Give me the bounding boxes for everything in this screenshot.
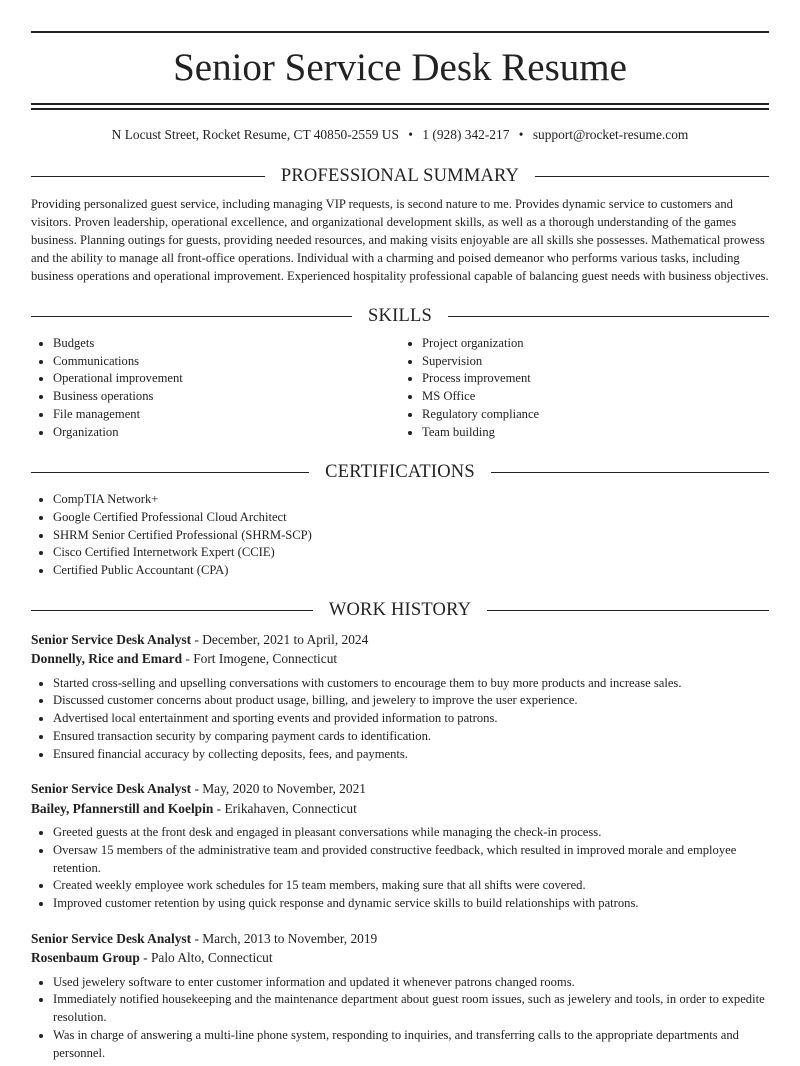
job-company: Rosenbaum Group	[31, 950, 140, 966]
list-item: • Certified Public Accountant (CPA)	[53, 562, 769, 580]
job-title: Senior Service Desk Analyst	[31, 631, 192, 647]
job-entry	[31, 779, 769, 913]
title-divider	[31, 103, 769, 110]
list-item: • Advertised local entertainment and sporting events and provided information to patrons.	[53, 710, 769, 728]
job-location: - Palo Alto, Connecticut	[143, 950, 273, 966]
resume-title: Senior Service Desk Resume	[173, 46, 627, 89]
contact-separator: •	[408, 127, 413, 142]
heading-rule	[448, 316, 769, 317]
list-item: • Process improvement	[422, 370, 769, 388]
list-item: • Ensured financial accuracy by collecting deposits, fees, and payments.	[53, 746, 769, 764]
resume-page	[0, 31, 800, 1062]
list-item: • Team building	[422, 424, 769, 442]
contact-address: N Locust Street, Rocket Resume, CT 40850-2559 US	[111, 127, 399, 142]
summary-heading-label: PROFESSIONAL SUMMARY	[280, 165, 520, 186]
list-item: • Greeted guests at the front desk and engaged in pleasant conversations while managing the check-in process.	[53, 824, 769, 842]
job-title: Senior Service Desk Analyst	[31, 930, 192, 946]
heading-rule	[31, 176, 265, 177]
list-item: • Was in charge of answering a multi-line phone system, responding to inquiries, and transferring calls to the appropriate departments and personnel.	[53, 1027, 769, 1062]
job-bullets	[31, 824, 769, 913]
job-company-line	[31, 799, 769, 819]
skills-heading-label: SKILLS	[368, 305, 432, 326]
list-item: • Created weekly employee work schedules for 15 team members, making sure that all shifts were covered.	[53, 877, 769, 895]
job-bullets	[31, 974, 769, 1063]
list-item: • Discussed customer concerns about product usage, billing, and jewelery to improve the user experience.	[53, 692, 769, 710]
job-location: - Erikahaven, Connecticut	[216, 800, 357, 816]
list-item: • Started cross-selling and upselling conversations with customers to encourage them to buy more products and increase sales.	[53, 675, 769, 693]
job-title: Senior Service Desk Analyst	[31, 781, 192, 797]
job-company-line	[31, 948, 769, 968]
job-company: Bailey, Pfannerstill and Koelpin	[31, 800, 214, 816]
list-item: • Improved customer retention by using quick response and dynamic service skills to build relationships with patrons.	[53, 895, 769, 913]
job-bullets	[31, 675, 769, 764]
list-item: • File management	[53, 406, 400, 424]
summary-heading	[31, 163, 769, 189]
contact-email[interactable]: support@rocket-resume.com	[532, 127, 689, 142]
heading-rule	[31, 472, 309, 473]
contact-separator: •	[518, 127, 524, 142]
heading-rule	[31, 610, 313, 611]
heading-rule	[487, 610, 769, 611]
job-dates: - December, 2021 to April, 2024	[194, 631, 369, 647]
skills-list-right	[400, 335, 769, 441]
job-title-line	[31, 630, 769, 650]
list-item: • Google Certified Professional Cloud Architect	[53, 509, 769, 527]
job-dates: - March, 2013 to November, 2019	[194, 930, 378, 946]
list-item: • Regulatory compliance	[422, 406, 769, 424]
certifications-list	[31, 491, 769, 580]
certifications-heading	[31, 459, 769, 485]
list-item: • Oversaw 15 members of the administrative team and provided constructive feedback, which resulted in improved morale and employee retention.	[53, 842, 769, 877]
list-item: • Ensured transaction security by comparing payment cards to identification.	[53, 728, 769, 746]
skills-list-left	[31, 335, 400, 441]
list-item: • Used jewelery software to enter customer information and updated it whenever patrons changed rooms.	[53, 974, 769, 992]
job-title-line	[31, 929, 769, 949]
skills-columns	[31, 335, 769, 441]
job-title-line	[31, 779, 769, 799]
heading-rule	[535, 176, 769, 177]
summary-text: Providing personalized guest service, including managing VIP requests, is second nature to me. Provides dynamic service to customers and visitors. Proven leadership, operational excellence, and organizational development skills, as well as a thorough understanding of the games business. Planning outings for guests, providing needed resources, and making visits enjoyable are all skills she possesses. Mathematical prowess and the ability to manage all front-office operations. Individual with a charming and poised demeanor who performs various tasks, including business operations and operational improvement. Experienced hospitality professional capable of balancing guest needs with business objectives.	[31, 197, 769, 283]
list-item: • SHRM Senior Certified Professional (SHRM-SCP)	[53, 527, 769, 545]
list-item: • Operational improvement	[53, 370, 400, 388]
job-company: Donnelly, Rice and Emard	[31, 651, 183, 667]
list-item: • Project organization	[422, 335, 769, 353]
list-item: • Budgets	[53, 335, 400, 353]
job-location: - Fort Imogene, Connecticut	[185, 651, 338, 667]
contact-phone[interactable]: 1 (928) 342-217	[422, 127, 510, 142]
job-entry	[31, 630, 769, 764]
certifications-heading-label: CERTIFICATIONS	[325, 461, 475, 482]
list-item: • CompTIA Network+	[53, 491, 769, 509]
work-history-list	[31, 630, 769, 1063]
list-item: • Communications	[53, 353, 400, 371]
list-item: • Cisco Certified Internetwork Expert (CCIE)	[53, 544, 769, 562]
skills-heading	[31, 303, 769, 329]
heading-rule	[491, 472, 769, 473]
work-history-heading	[31, 598, 769, 624]
job-entry	[31, 929, 769, 1063]
job-dates: - May, 2020 to November, 2021	[194, 781, 366, 797]
list-item: • Immediately notified housekeeping and the maintenance department about guest room issues, such as jewelery and tools, in order to expedite resolution.	[53, 991, 769, 1026]
list-item: • MS Office	[422, 388, 769, 406]
contact-line	[31, 125, 769, 145]
list-item: • Organization	[53, 424, 400, 442]
list-item: • Business operations	[53, 388, 400, 406]
job-company-line	[31, 649, 769, 669]
list-item: • Supervision	[422, 353, 769, 371]
work-history-heading-label: WORK HISTORY	[328, 600, 472, 621]
heading-rule	[31, 316, 352, 317]
